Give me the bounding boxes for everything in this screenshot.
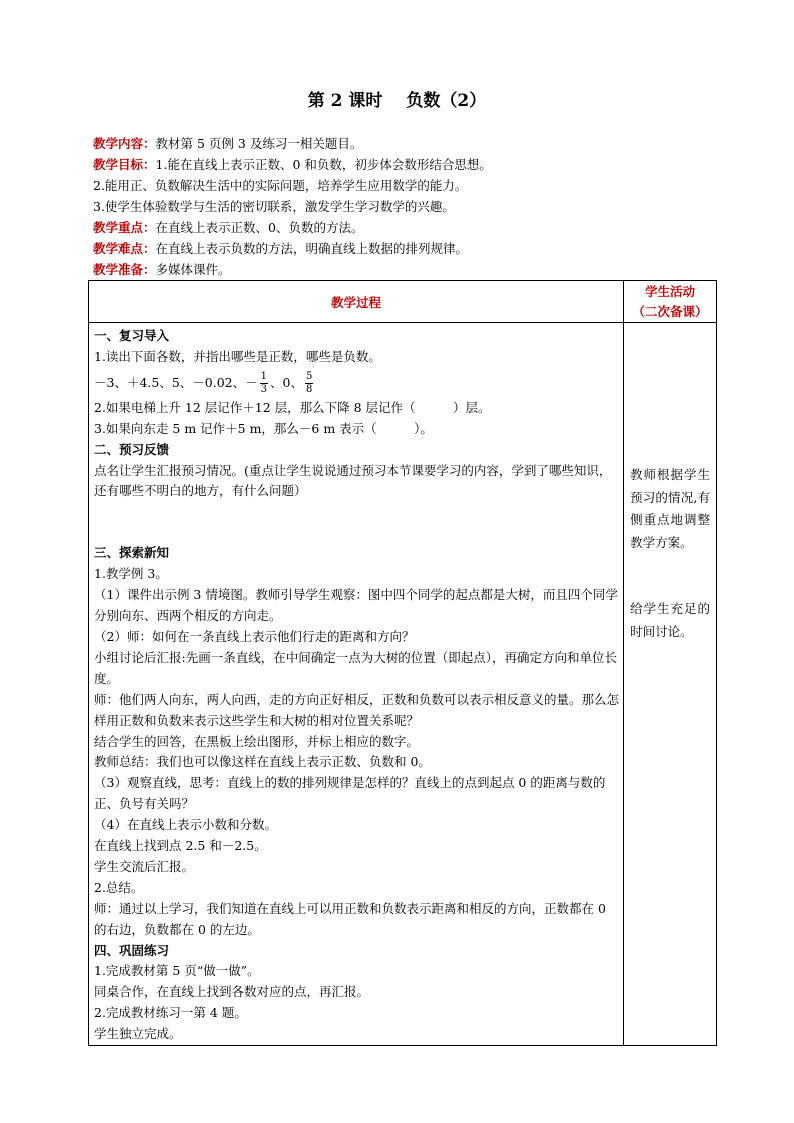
review-question-3: 3.如果向东走 5 m 记作＋5 m，那么－6 m 表示（ ）。 — [94, 420, 433, 436]
explore-line: 2.总结。 — [94, 879, 144, 895]
section-heading-preview: 二、预习反馈 — [94, 441, 170, 457]
explore-line: 学生交流后汇报。 — [94, 858, 195, 874]
student-activity-column — [624, 323, 717, 1046]
meta-goal-1 — [93, 154, 713, 175]
meta-text: 在直线上表示负数的方法，明确直线上数据的排列规律。 — [155, 241, 469, 256]
practice-line: 同桌合作，在直线上找到各数对应的点，再汇报。 — [94, 984, 370, 1000]
side-spacer-top — [630, 323, 710, 464]
meta-key-point — [93, 217, 713, 238]
meta-preparation — [93, 259, 713, 280]
meta-text: 2.能用正、负数解决生活中的实际问题，培养学生应用数学的能力。 — [93, 178, 468, 193]
side-note-adjust-plan: 教师根据学生预习的情况,有侧重点地调整教学方案。 — [630, 467, 710, 550]
review-question-1: 1.读出下面各数，并指出哪些是正数，哪些是负数。 — [94, 348, 381, 364]
lesson-meta — [93, 133, 713, 280]
section-heading-review: 一、复习导入 — [94, 328, 170, 343]
explore-line: （3）观察直线，思考：直线上的数的排列规律是怎样的？直线上的点到起点 0 的距离与数的正、负号有关吗？ — [94, 775, 606, 812]
side-spacer-middle — [630, 554, 710, 598]
meta-text: 1.能在直线上表示正数、0 和负数，初步体会数形结合思想。 — [155, 157, 492, 172]
explore-line: 1.教学例 3。 — [94, 566, 168, 582]
meta-text: 多媒体课件。 — [155, 262, 231, 277]
explore-line: （1）课件出示例 3 情境图。教师引导学生观察：图中四个同学的起点都是大树，而且四个同学分别向东、西两个相反的方向走。 — [94, 587, 618, 624]
explore-line: 教师总结：我们也可以像这样在直线上表示正数、负数和 0。 — [94, 754, 431, 770]
header-student-line2: （二次备课） — [632, 303, 708, 319]
process-content — [89, 323, 624, 1046]
header-student-activity — [624, 281, 717, 323]
lesson-process-table — [88, 280, 717, 1046]
explore-line: （4）在直线上表示小数和分数。 — [94, 817, 277, 833]
explore-line: 师：他们两人向东，两人向西，走的方向正好相反，正数和负数可以表示相反意义的量。那么怎样用正数和负数来表示这些学生和大树的相对位置关系呢？ — [94, 691, 620, 728]
meta-label: 教学准备： — [93, 262, 156, 277]
fraction-numerator: 5 — [305, 370, 313, 382]
header-student-line1: 学生活动 — [645, 283, 696, 299]
explore-line: 小组讨论后汇报:先画一条直线，在中间确定一点为大树的位置（即起点），再确定方向和单位长度。 — [94, 649, 617, 686]
meta-label: 教学内容： — [93, 136, 156, 151]
review-numbers — [94, 368, 619, 398]
explore-line: 师：通过以上学习，我们知道在直线上可以用正数和负数表示距离和相反的方向，正数都在 0 的右边，负数都在 0 的左边。 — [94, 900, 606, 937]
side-note-discussion-time: 给学生充足的时间讨论。 — [630, 601, 710, 639]
meta-text: 3.使学生体验数学与生活的密切联系，激发学生学习数学的兴趣。 — [93, 199, 455, 214]
blank-space — [94, 502, 619, 543]
meta-content — [93, 133, 713, 154]
fraction-one-third — [260, 371, 268, 396]
meta-difficulty — [93, 238, 713, 259]
meta-label: 教学难点： — [93, 241, 156, 256]
meta-label: 教学目标： — [93, 157, 156, 172]
lesson-topic: 负数（2） — [406, 91, 487, 111]
practice-line: 2.完成教材练习一第 4 题。 — [94, 1005, 247, 1021]
section-heading-explore: 三、探索新知 — [94, 545, 170, 561]
explore-line: （2）师：如何在一条直线上表示他们行走的距离和方向？ — [94, 628, 415, 644]
numbers-part-a: －3、＋4.5、5、－0.02、－ — [94, 374, 258, 390]
numbers-part-b: 、0、 — [270, 374, 303, 390]
section-heading-practice: 四、巩固练习 — [94, 942, 170, 958]
fraction-denominator: 8 — [305, 383, 313, 395]
meta-label: 教学重点： — [93, 220, 156, 235]
header-teaching-process: 教学过程 — [89, 281, 624, 323]
lesson-number: 第 2 课时 — [307, 91, 383, 111]
meta-text: 在直线上表示正数、0、负数的方法。 — [155, 220, 364, 235]
fraction-denominator: 3 — [260, 383, 267, 395]
practice-line: 学生独立完成。 — [94, 1026, 182, 1042]
fraction-five-eighths — [305, 371, 313, 396]
meta-goal-2 — [93, 175, 713, 196]
meta-text: 教材第 5 页例 3 及练习一相关题目。 — [155, 136, 363, 151]
meta-goal-3 — [93, 196, 713, 217]
explore-line: 在直线上找到点 2.5 和－2.5。 — [94, 838, 267, 854]
review-question-2: 2.如果电梯上升 12 层记作＋12 层，那么下降 8 层记作（ ）层。 — [94, 399, 491, 415]
fraction-numerator: 1 — [260, 370, 267, 382]
practice-line: 1.完成教材第 5 页“做一做”。 — [94, 963, 260, 979]
lesson-title — [0, 86, 794, 111]
preview-paragraph: 点名让学生汇报预习情况。(重点让学生说说通过预习本节课要学习的内容，学到了哪些知识，还有哪些不明白的地方，有什么问题） — [94, 462, 612, 499]
explore-line: 结合学生的回答，在黑板上绘出图形，并标上相应的数字。 — [94, 733, 420, 749]
